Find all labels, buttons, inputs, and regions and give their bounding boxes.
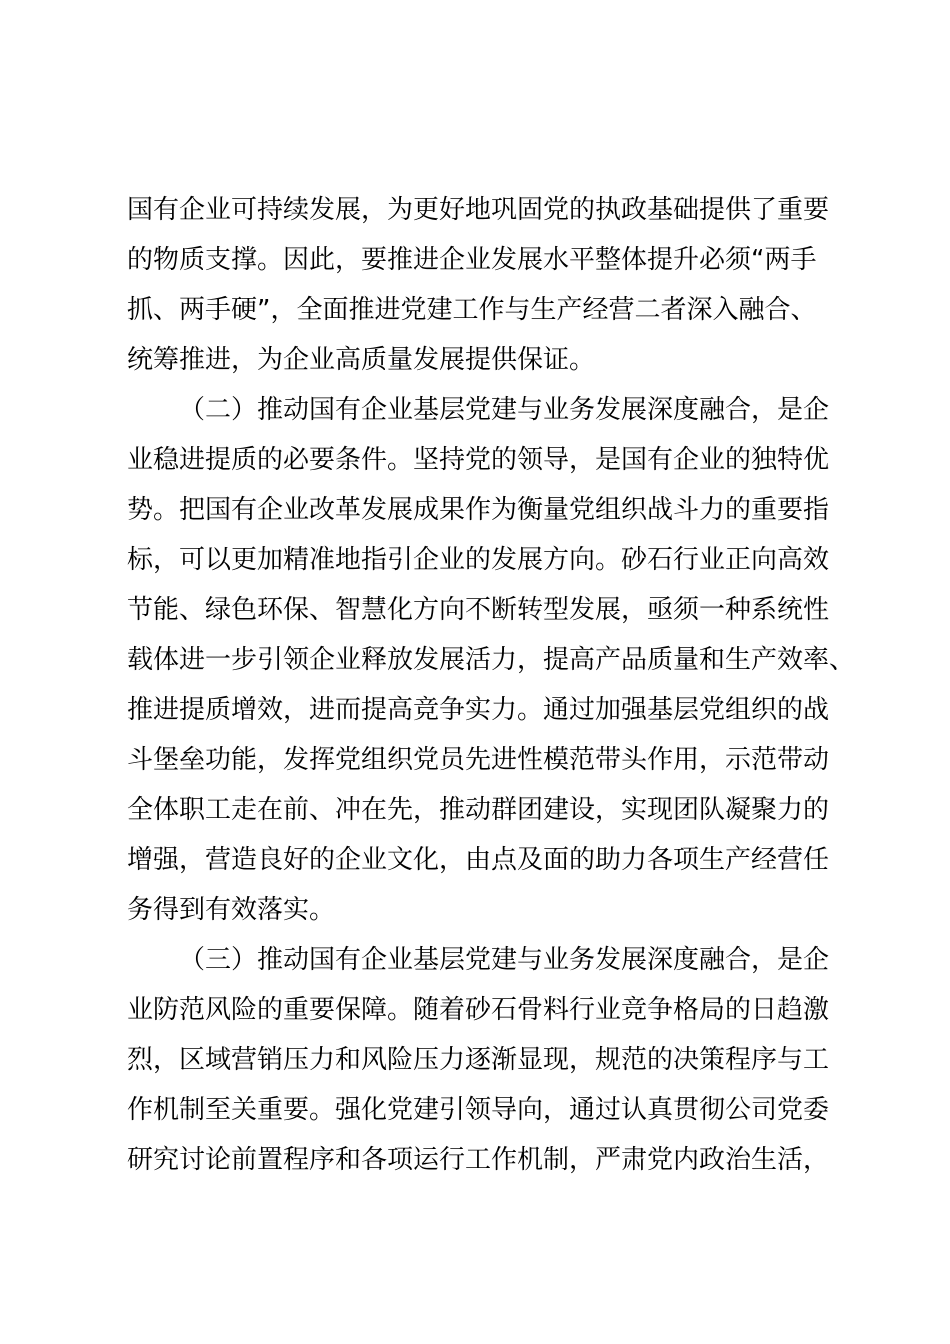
section-heading-line: （二）推动国有企业基层党建与业务发展深度融合，是企 [179, 395, 830, 425]
text-line: 载体进一步引领企业释放发展活力，提高产品质量和生产效率、 [127, 645, 856, 675]
text-line: 全体职工走在前、冲在先，推动群团建设，实现团队凝聚力的 [127, 795, 830, 825]
text-line: 的物质支撑。因此，要推进企业发展水平整体提升必须“两手 [127, 245, 817, 275]
text-line: 斗堡垒功能，发挥党组织党员先进性模范带头作用，示范带动 [127, 745, 830, 775]
text-line: 增强，营造良好的企业文化，由点及面的助力各项生产经营任 [127, 845, 830, 875]
text-line: 烈，区域营销压力和风险压力逐渐显现，规范的决策程序与工 [127, 1045, 830, 1075]
text-line: 国有企业可持续发展，为更好地巩固党的执政基础提供了重要 [127, 195, 830, 225]
text-line: 节能、绿色环保、智慧化方向不断转型发展，亟须一种系统性 [127, 595, 830, 625]
text-line: 作机制至关重要。强化党建引领导向，通过认真贯彻公司党委 [127, 1095, 830, 1125]
text-line: 业防范风险的重要保障。随着砂石骨料行业竞争格局的日趋激 [127, 995, 830, 1025]
body-text [127, 185, 856, 1185]
text-line: 务得到有效落实。 [127, 895, 336, 925]
text-line: 抓、两手硬”，全面推进党建工作与生产经营二者深入融合、 [127, 295, 817, 325]
text-line: 标，可以更加精准地指引企业的发展方向。砂石行业正向高效 [127, 545, 830, 575]
text-line: 势。把国有企业改革发展成果作为衡量党组织战斗力的重要指 [127, 495, 830, 525]
text-line: 统筹推进，为企业高质量发展提供保证。 [127, 345, 596, 375]
text-line: 推进提质增效，进而提高竞争实力。通过加强基层党组织的战 [127, 695, 830, 725]
section-heading-line: （三）推动国有企业基层党建与业务发展深度融合，是企 [179, 945, 830, 975]
text-line: 业稳进提质的必要条件。坚持党的领导，是国有企业的独特优 [127, 445, 830, 475]
text-line: 研究讨论前置程序和各项运行工作机制，严肃党内政治生活， [127, 1145, 830, 1175]
